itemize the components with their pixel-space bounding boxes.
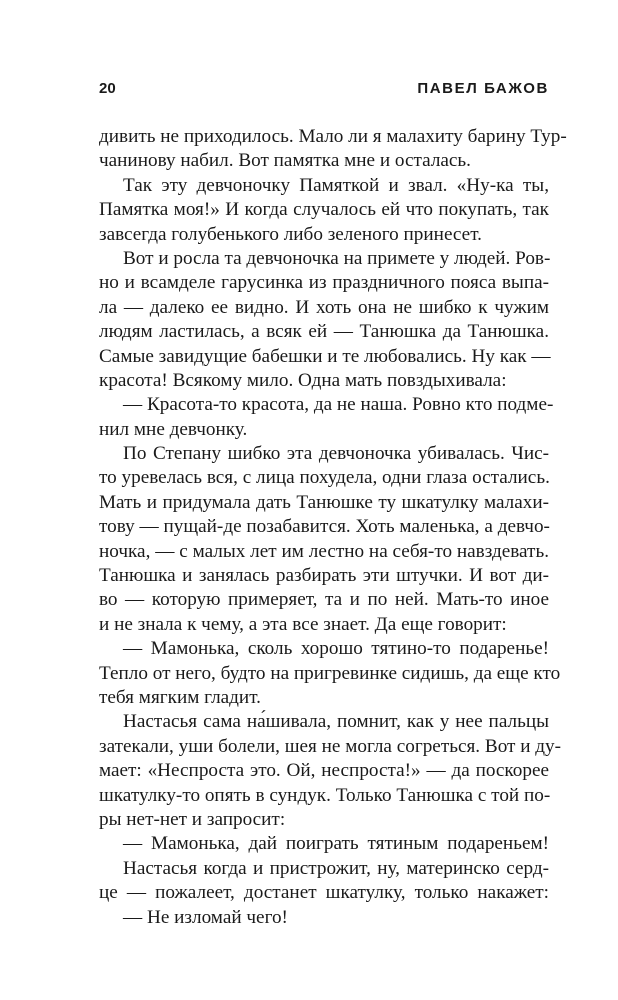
- running-head-author: ПАВЕЛ БАЖОВ: [417, 80, 549, 97]
- text-line: во — которую примеряет, та и по ней. Мать-то иное: [99, 589, 549, 611]
- text-line: По Степану шибко эта девчоночка убивалась. Чис-: [123, 443, 549, 465]
- text-line: ла — далеко ее видно. И хоть она не шибко к чужим: [99, 296, 549, 318]
- text-line: завсегда голубенького либо зеленого принесет.: [99, 223, 482, 245]
- text-line: ры нет-нет и запросит:: [99, 808, 286, 830]
- text-line: и не знала к чему, а эта все знает. Да еще говорит:: [99, 613, 507, 635]
- text-line: Памятка моя!» И когда случалось ей что покупать, так: [99, 199, 549, 221]
- body-text: [99, 125, 567, 930]
- text-line: шкатулку-то опять в сундук. Только Танюшка с той по-: [99, 784, 551, 806]
- text-line: Настасья когда и пристрожит, ну, материнско серд-: [123, 857, 549, 879]
- text-line: ночка, — с малых лет им лестно на себя-то навздевать.: [99, 540, 549, 562]
- text-line: чанинову набил. Вот памятка мне и осталась.: [99, 150, 471, 172]
- text-line: мает: «Неспроста это. Ой, неспроста!» — да поскорее: [99, 760, 549, 782]
- text-line: тову — пущай-де позабавится. Хоть маленька, а девчо-: [99, 516, 550, 538]
- text-line: людям ластилась, а всяк ей — Танюшка да Танюшка.: [99, 321, 549, 343]
- text-line: красота! Всякому мило. Одна мать повздыхивала:: [99, 369, 507, 391]
- text-line: но и всамделе гарусинка из праздничного пояса выпа-: [99, 272, 549, 294]
- text-line: тебя мягким гладит.: [99, 686, 261, 708]
- page-header: [99, 80, 549, 102]
- text-line: Так эту девчоночку Памяткой и звал. «Ну-ка ты,: [123, 174, 549, 196]
- text-line: — Мамонька, дай поиграть тятиным подареньем!: [123, 833, 549, 855]
- text-line: Самые завидущие бабешки и те любовались. Ну как —: [99, 345, 551, 367]
- text-line: Тепло от него, будто на пригревинке сидишь, да еще кто: [99, 662, 561, 684]
- text-line: Вот и росла та девчоночка на примете у людей. Ров-: [123, 247, 551, 269]
- text-line: затекали, уши болели, шея не могла согреться. Вот и ду-: [99, 735, 562, 757]
- text-line: то уревелась вся, с лица похудела, одни глаза остались.: [99, 467, 550, 489]
- text-line: дивить не приходилось. Мало ли я малахиту барину Тур-: [99, 126, 567, 147]
- text-line: — Красота-то красота, да не наша. Ровно кто подме-: [123, 394, 554, 416]
- text-line: Настасья сама на́шивала, помнит, как у нее пальцы: [123, 711, 549, 733]
- text-line: — Мамонька, сколь хорошо тятино-то подаренье!: [123, 638, 549, 660]
- text-line: — Не изломай чего!: [123, 906, 288, 928]
- text-line: Танюшка и занялась разбирать эти штучки. И вот ди-: [99, 565, 549, 587]
- text-line: нил мне девчонку.: [99, 418, 248, 440]
- page-number: 20: [99, 80, 116, 97]
- text-line: Мать и придумала дать Танюшке ту шкатулку малахи-: [99, 491, 549, 513]
- text-line: це — пожалеет, достанет шкатулку, только накажет:: [99, 882, 549, 904]
